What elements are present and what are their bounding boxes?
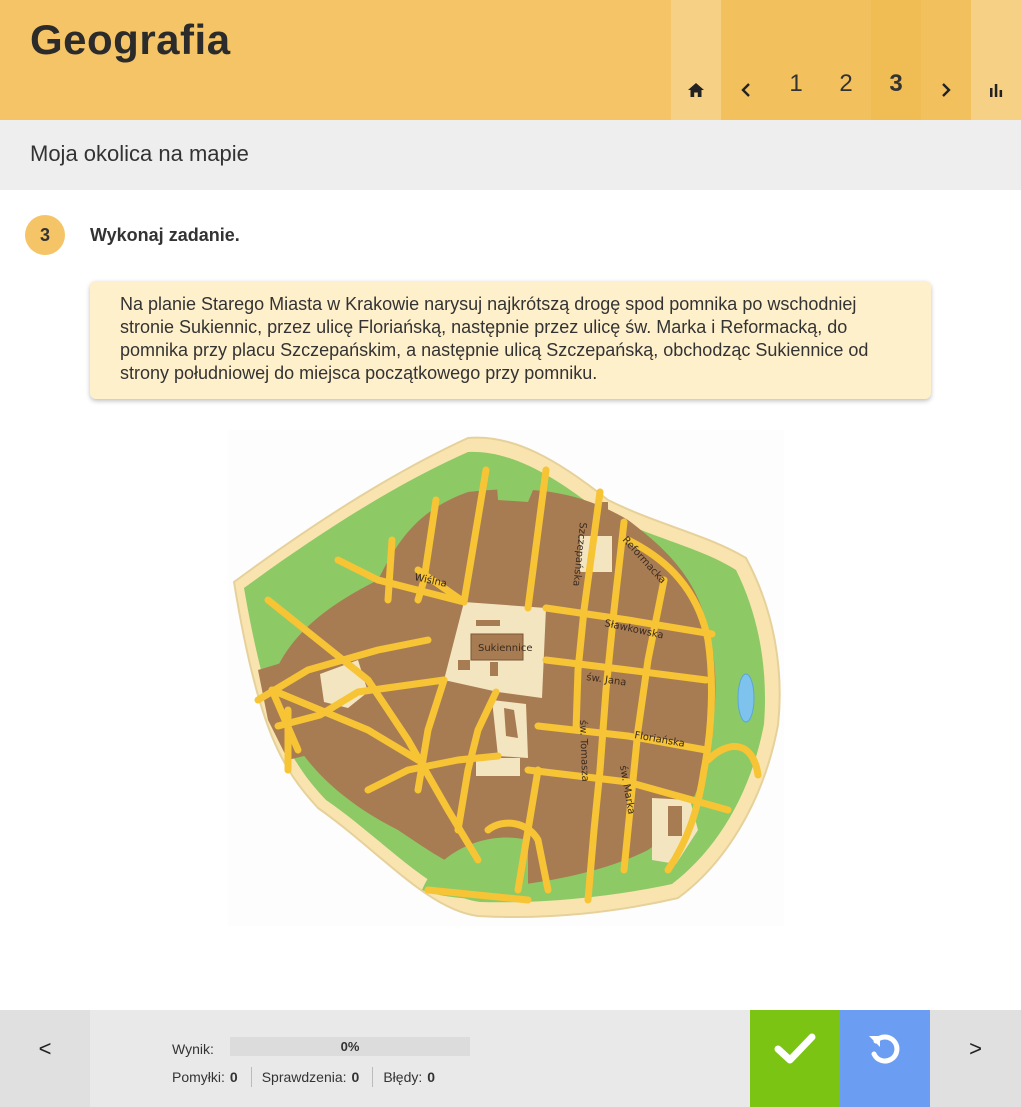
southeast-building	[668, 806, 682, 836]
chevron-left-icon	[740, 82, 752, 98]
next-page-button[interactable]	[921, 0, 971, 120]
sukiennice-label: Sukiennice	[478, 643, 533, 654]
check-answer-button[interactable]	[750, 1010, 840, 1107]
checkmark-icon	[774, 1033, 816, 1065]
label-szczepanska: Szczepańska	[570, 521, 588, 587]
old-town-map[interactable]	[228, 430, 784, 926]
town-hall-tower	[490, 662, 498, 676]
results-button[interactable]	[971, 0, 1021, 120]
home-button[interactable]	[671, 0, 721, 120]
label-sw-marka: św. Marka	[617, 764, 637, 816]
errors-stat	[372, 1067, 448, 1087]
section-title: Moja okolica na mapie	[30, 141, 249, 166]
score-progress-bar	[230, 1037, 470, 1056]
label-sw-tomasza: św. Tomasza	[577, 719, 591, 782]
page-3-button[interactable]: 3	[871, 0, 921, 120]
label-wislna: Wiślna	[413, 572, 448, 590]
mistakes-label: Pomyłki:	[172, 1069, 225, 1085]
mistakes-stat	[172, 1067, 251, 1087]
task-number-badge: 3	[25, 215, 65, 255]
square-building	[476, 620, 500, 626]
score-label: Wynik:	[172, 1041, 214, 1057]
square-building	[458, 660, 470, 670]
checks-label: Sprawdzenia:	[261, 1069, 347, 1085]
stats-row	[172, 1067, 448, 1087]
reset-icon	[866, 1030, 904, 1068]
map-canvas[interactable]	[228, 430, 784, 926]
page-2-button[interactable]: 2	[821, 0, 871, 120]
page-navigation	[671, 0, 1021, 120]
label-reformacka: Reformacka	[619, 534, 668, 587]
section-bar	[0, 120, 1021, 190]
home-icon	[687, 82, 705, 98]
checks-value: 0	[351, 1069, 360, 1085]
checks-stat	[251, 1067, 373, 1087]
bar-chart-icon	[988, 82, 1004, 98]
next-task-button[interactable]: >	[930, 1010, 1021, 1107]
previous-task-button[interactable]: <	[0, 1010, 90, 1107]
app-header	[0, 0, 1021, 120]
task-instruction: Na planie Starego Miasta w Krakowie narysuj najkrótszą drogę spod pomnika po wschodniej stronie Sukiennic, przez ulicę Floriańską, następnie przez ulicę św. Marka i Reformacką, do pomnika przy placu Szczepańskim, a następnie ulicą Szczepańską, obchodząc Sukiennice od strony południowej do miejsca początkowego przy pomniku.	[90, 281, 931, 399]
label-slawkowska: Sławkowska	[603, 618, 665, 642]
errors-value: 0	[427, 1069, 436, 1085]
footer-bar	[0, 1010, 1021, 1107]
previous-page-button[interactable]	[721, 0, 771, 120]
score-value: 0%	[340, 1039, 360, 1054]
page-1-button[interactable]: 1	[771, 0, 821, 120]
chevron-right-icon	[940, 82, 952, 98]
errors-label: Błędy:	[383, 1069, 423, 1085]
label-florianska: Floriańska	[633, 730, 686, 750]
label-sw-jana: św. Jana	[585, 672, 628, 689]
reset-button[interactable]	[840, 1010, 930, 1107]
task-heading: Wykonaj zadanie.	[90, 225, 240, 245]
app-title: Geografia	[30, 16, 231, 63]
pond	[738, 674, 754, 722]
mistakes-value: 0	[229, 1069, 238, 1085]
